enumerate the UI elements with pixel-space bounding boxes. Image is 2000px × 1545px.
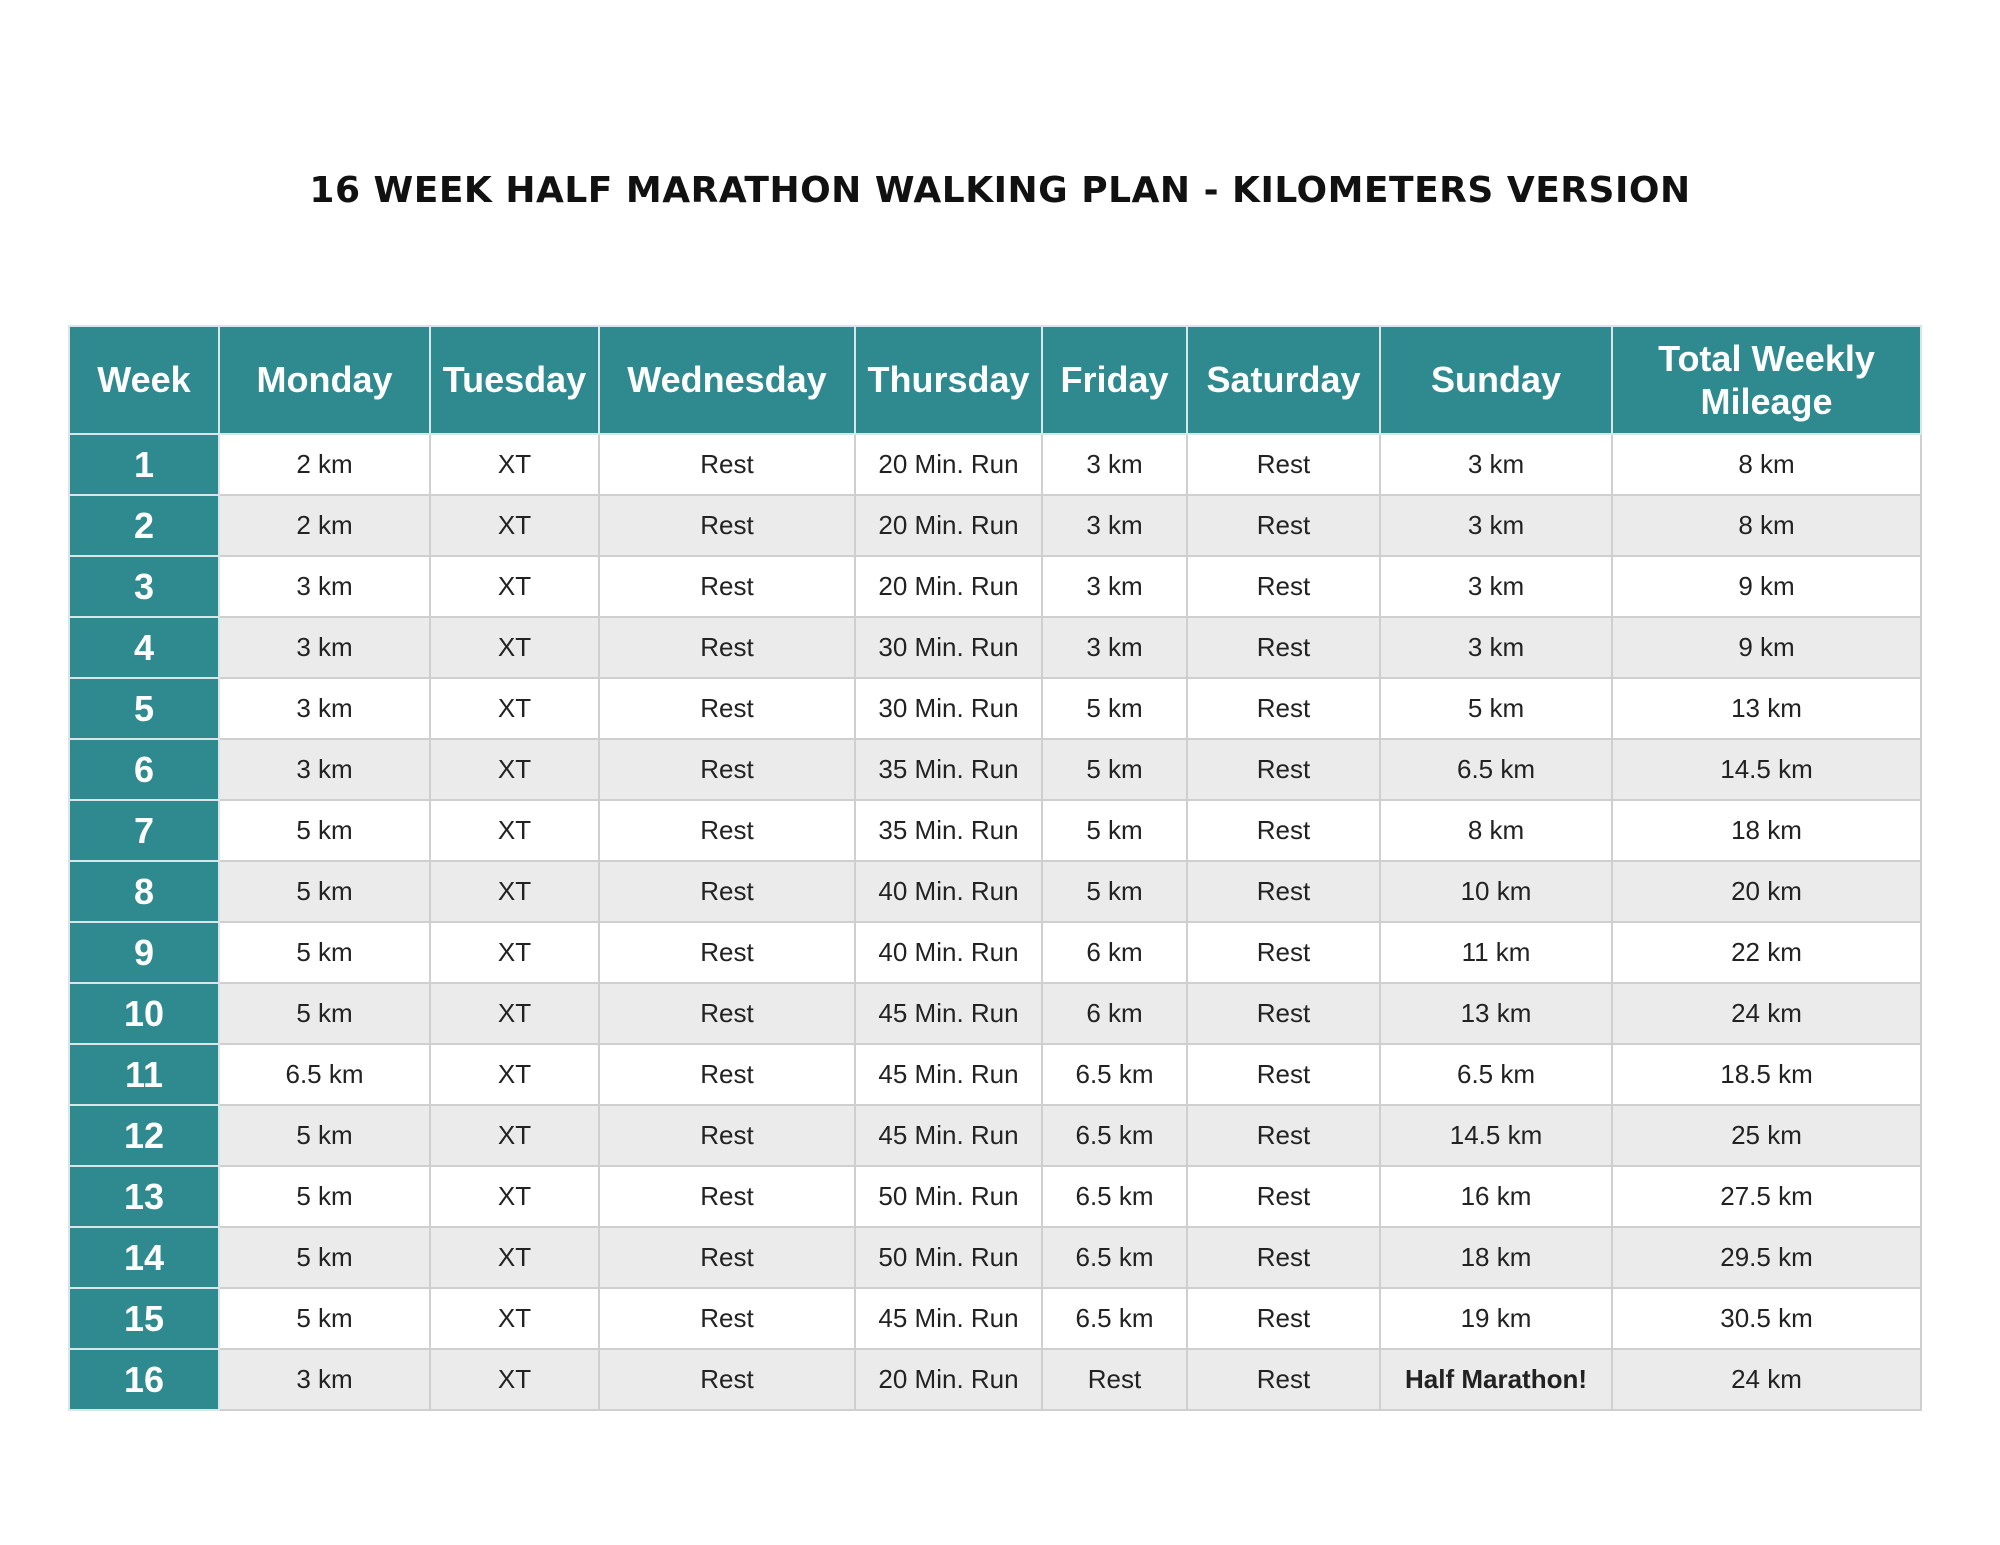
plan-cell: 2 km [219, 495, 430, 556]
plan-cell: XT [430, 739, 599, 800]
plan-cell: Rest [599, 1044, 855, 1105]
plan-cell: 16 km [1380, 1166, 1612, 1227]
plan-cell: 30 Min. Run [855, 678, 1042, 739]
column-header-week: Week [69, 326, 219, 434]
plan-cell: Rest [599, 983, 855, 1044]
plan-cell: 6.5 km [1380, 739, 1612, 800]
week-number-cell: 1 [69, 434, 219, 495]
plan-cell: 45 Min. Run [855, 1044, 1042, 1105]
week-number-cell: 10 [69, 983, 219, 1044]
plan-cell: 20 Min. Run [855, 1349, 1042, 1410]
plan-cell: 6.5 km [1380, 1044, 1612, 1105]
plan-cell: 3 km [1042, 495, 1187, 556]
plan-cell: 3 km [1042, 617, 1187, 678]
plan-cell: 5 km [219, 983, 430, 1044]
plan-cell: Rest [1187, 617, 1380, 678]
plan-cell: Rest [1187, 1044, 1380, 1105]
plan-cell: Rest [1187, 678, 1380, 739]
plan-cell: XT [430, 434, 599, 495]
plan-cell: 6.5 km [1042, 1227, 1187, 1288]
plan-cell: XT [430, 861, 599, 922]
plan-cell: 6 km [1042, 922, 1187, 983]
plan-cell: XT [430, 556, 599, 617]
plan-cell: 5 km [1042, 800, 1187, 861]
plan-cell: 8 km [1380, 800, 1612, 861]
plan-cell: Rest [599, 495, 855, 556]
table-row [69, 434, 1921, 495]
week-number-cell: 4 [69, 617, 219, 678]
plan-cell: 18 km [1612, 800, 1921, 861]
plan-cell: 30 Min. Run [855, 617, 1042, 678]
plan-cell: 45 Min. Run [855, 1288, 1042, 1349]
week-number-cell: 3 [69, 556, 219, 617]
plan-cell: 5 km [219, 1288, 430, 1349]
plan-cell: 20 km [1612, 861, 1921, 922]
plan-cell: Rest [599, 739, 855, 800]
table-row [69, 922, 1921, 983]
plan-cell: Rest [1042, 1349, 1187, 1410]
plan-cell: Rest [1187, 861, 1380, 922]
week-number-cell: 2 [69, 495, 219, 556]
week-number-cell: 12 [69, 1105, 219, 1166]
plan-cell: 6.5 km [1042, 1044, 1187, 1105]
week-number-cell: 13 [69, 1166, 219, 1227]
plan-cell: Rest [599, 1166, 855, 1227]
plan-cell: 9 km [1612, 556, 1921, 617]
column-header-monday: Monday [219, 326, 430, 434]
plan-cell: Rest [1187, 800, 1380, 861]
plan-cell: Rest [599, 678, 855, 739]
week-number-cell: 6 [69, 739, 219, 800]
plan-cell: Half Marathon! [1380, 1349, 1612, 1410]
plan-cell: 6.5 km [219, 1044, 430, 1105]
plan-cell: 40 Min. Run [855, 861, 1042, 922]
plan-cell: 5 km [1380, 678, 1612, 739]
plan-cell: Rest [599, 617, 855, 678]
week-number-cell: 11 [69, 1044, 219, 1105]
plan-cell: 5 km [219, 861, 430, 922]
week-number-cell: 14 [69, 1227, 219, 1288]
plan-cell: 8 km [1612, 495, 1921, 556]
page-title: 16 WEEK HALF MARATHON WALKING PLAN - KILOMETERS VERSION [309, 170, 1691, 211]
training-plan-table [68, 325, 1922, 1411]
plan-cell: 22 km [1612, 922, 1921, 983]
table-row [69, 1349, 1921, 1410]
plan-cell: XT [430, 1288, 599, 1349]
plan-cell: 27.5 km [1612, 1166, 1921, 1227]
plan-cell: Rest [599, 1349, 855, 1410]
plan-cell: Rest [599, 1105, 855, 1166]
table-row [69, 495, 1921, 556]
plan-cell: 6.5 km [1042, 1166, 1187, 1227]
plan-cell: 24 km [1612, 1349, 1921, 1410]
plan-cell: XT [430, 495, 599, 556]
plan-cell: 5 km [1042, 739, 1187, 800]
plan-cell: 25 km [1612, 1105, 1921, 1166]
plan-cell: 3 km [1380, 556, 1612, 617]
plan-cell: 3 km [1042, 434, 1187, 495]
plan-cell: XT [430, 1349, 599, 1410]
week-number-cell: 16 [69, 1349, 219, 1410]
plan-cell: 3 km [219, 678, 430, 739]
column-header-wednesday: Wednesday [599, 326, 855, 434]
plan-cell: 13 km [1612, 678, 1921, 739]
plan-cell: 3 km [219, 556, 430, 617]
plan-cell: 5 km [219, 1227, 430, 1288]
plan-cell: 18.5 km [1612, 1044, 1921, 1105]
table-row [69, 1166, 1921, 1227]
plan-cell: 19 km [1380, 1288, 1612, 1349]
table-row [69, 1288, 1921, 1349]
plan-cell: Rest [599, 1288, 855, 1349]
plan-cell: Rest [599, 800, 855, 861]
table-row [69, 739, 1921, 800]
table-row [69, 1044, 1921, 1105]
plan-cell: 5 km [219, 922, 430, 983]
plan-cell: 40 Min. Run [855, 922, 1042, 983]
column-header-total-weekly-mileage: Total Weekly Mileage [1612, 326, 1921, 434]
plan-cell: 20 Min. Run [855, 495, 1042, 556]
table-row [69, 800, 1921, 861]
plan-cell: 3 km [219, 1349, 430, 1410]
table-row [69, 617, 1921, 678]
plan-cell: 3 km [1380, 617, 1612, 678]
plan-cell: XT [430, 800, 599, 861]
plan-cell: 50 Min. Run [855, 1227, 1042, 1288]
plan-cell: XT [430, 1227, 599, 1288]
plan-cell: 3 km [1380, 495, 1612, 556]
plan-cell: 10 km [1380, 861, 1612, 922]
plan-cell: 5 km [219, 1105, 430, 1166]
plan-cell: XT [430, 1044, 599, 1105]
plan-cell: Rest [1187, 1288, 1380, 1349]
plan-cell: 3 km [1380, 434, 1612, 495]
plan-cell: 3 km [1042, 556, 1187, 617]
table-row [69, 1227, 1921, 1288]
plan-cell: 45 Min. Run [855, 1105, 1042, 1166]
header-row [69, 326, 1921, 434]
table-row [69, 1105, 1921, 1166]
plan-cell: XT [430, 1105, 599, 1166]
plan-cell: 30.5 km [1612, 1288, 1921, 1349]
plan-cell: Rest [1187, 434, 1380, 495]
table-row [69, 861, 1921, 922]
week-number-cell: 9 [69, 922, 219, 983]
plan-cell: 5 km [219, 1166, 430, 1227]
plan-cell: Rest [1187, 739, 1380, 800]
table-row [69, 556, 1921, 617]
plan-cell: 35 Min. Run [855, 800, 1042, 861]
plan-cell: Rest [599, 434, 855, 495]
plan-cell: XT [430, 678, 599, 739]
plan-cell: 6.5 km [1042, 1288, 1187, 1349]
week-number-cell: 15 [69, 1288, 219, 1349]
plan-cell: 3 km [219, 617, 430, 678]
plan-cell: 11 km [1380, 922, 1612, 983]
plan-cell: 5 km [219, 800, 430, 861]
plan-cell: Rest [1187, 983, 1380, 1044]
plan-cell: Rest [1187, 556, 1380, 617]
column-header-tuesday: Tuesday [430, 326, 599, 434]
column-header-friday: Friday [1042, 326, 1187, 434]
plan-cell: 3 km [219, 739, 430, 800]
plan-cell: Rest [1187, 1166, 1380, 1227]
plan-cell: XT [430, 922, 599, 983]
plan-cell: Rest [1187, 922, 1380, 983]
plan-cell: 14.5 km [1380, 1105, 1612, 1166]
plan-cell: Rest [599, 556, 855, 617]
table-row [69, 678, 1921, 739]
plan-cell: 20 Min. Run [855, 434, 1042, 495]
plan-cell: Rest [1187, 1227, 1380, 1288]
plan-cell: 14.5 km [1612, 739, 1921, 800]
table-row [69, 983, 1921, 1044]
plan-cell: Rest [599, 1227, 855, 1288]
plan-cell: Rest [1187, 495, 1380, 556]
plan-cell: Rest [1187, 1349, 1380, 1410]
plan-cell: 8 km [1612, 434, 1921, 495]
plan-cell: 5 km [1042, 861, 1187, 922]
plan-cell: Rest [599, 861, 855, 922]
plan-cell: 35 Min. Run [855, 739, 1042, 800]
week-number-cell: 5 [69, 678, 219, 739]
plan-cell: 20 Min. Run [855, 556, 1042, 617]
plan-cell: 18 km [1380, 1227, 1612, 1288]
column-header-thursday: Thursday [855, 326, 1042, 434]
plan-cell: XT [430, 617, 599, 678]
plan-cell: XT [430, 983, 599, 1044]
table-body [69, 434, 1921, 1410]
plan-cell: 6.5 km [1042, 1105, 1187, 1166]
plan-cell: 24 km [1612, 983, 1921, 1044]
plan-cell: 13 km [1380, 983, 1612, 1044]
plan-cell: 6 km [1042, 983, 1187, 1044]
plan-cell: 9 km [1612, 617, 1921, 678]
plan-cell: 2 km [219, 434, 430, 495]
plan-cell: XT [430, 1166, 599, 1227]
column-header-saturday: Saturday [1187, 326, 1380, 434]
week-number-cell: 8 [69, 861, 219, 922]
plan-cell: 50 Min. Run [855, 1166, 1042, 1227]
plan-cell: Rest [599, 922, 855, 983]
plan-cell: 5 km [1042, 678, 1187, 739]
plan-cell: 29.5 km [1612, 1227, 1921, 1288]
column-header-sunday: Sunday [1380, 326, 1612, 434]
week-number-cell: 7 [69, 800, 219, 861]
plan-cell: Rest [1187, 1105, 1380, 1166]
plan-cell: 45 Min. Run [855, 983, 1042, 1044]
